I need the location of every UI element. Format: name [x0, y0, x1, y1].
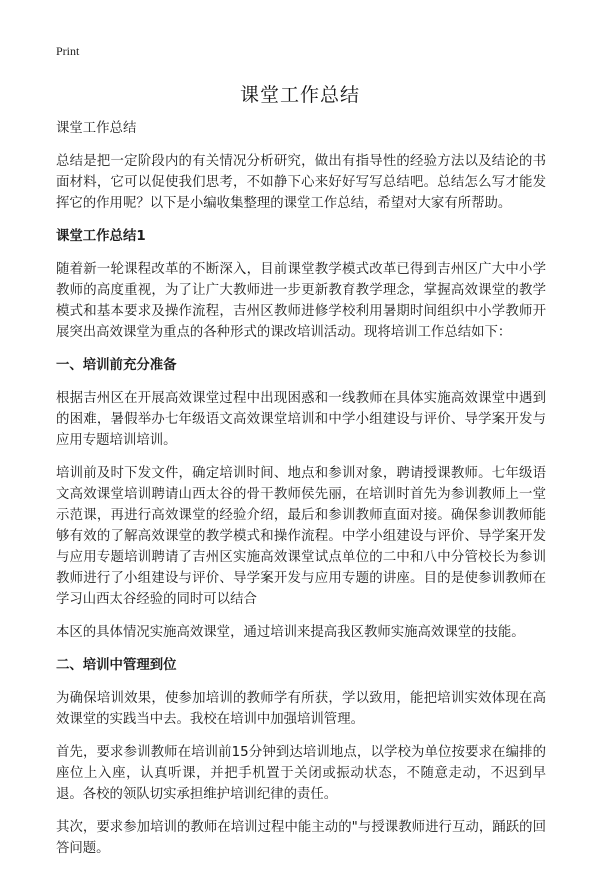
print-link[interactable]: Print	[56, 44, 80, 58]
article-body	[56, 118, 546, 871]
paragraph-1: 随着新一轮课程改革的不断深入，目前课堂教学模式改革已得到吉州区广大中小学教师的高度重视，为了让广大教师进一步更新教育教学理念，掌握高效课堂的教学模式和基本要求及操作流程，吉州区教师进修学校利用暑期时间组织中小学教师开展突出高效课堂为重点的各种形式的课改培训活动。现将培训工作总结如下：	[56, 262, 546, 340]
paragraph-7: 其次，要求参加培训的教师在培训过程中能主动的"与授课教师进行互动，踊跃的回答问题。	[56, 820, 546, 856]
paragraph-4: 本区的具体情况实施高效课堂，通过培训来提高我区教师实施高效课堂的技能。	[56, 625, 525, 640]
paragraph-3: 培训前及时下发文件，确定培训时间、地点和参训对象，聘请授课教师。七年级语文高效课堂培训聘请山西太谷的骨干教师侯先丽，在培训时首先为参训教师上一堂示范课，再进行高效课堂的经验介绍，最后和参训教师直面对接。确保参训教师能够有效的了解高效课堂的教学模式和操作流程。中学小组建设与评价、导学案开发与应用专题培训聘请了吉州区实施高效课堂试点单位的二中和八中分管校长为参训教师进行了小组建设与评价、导学案开发与应用专题的讲座。目的是使参训教师在学习山西太谷经验的同时可以结合	[56, 466, 546, 607]
paragraph-2: 根据吉州区在开展高效课堂过程中出现困惑和一线教师在具体实施高效课堂中遇到的困难，暑假举办七年级语文高效课堂培训和中学小组建设与评价、导学案开发与应用专题培训培训。	[56, 391, 546, 448]
heading-preparation: 一、培训前充分准备	[56, 358, 177, 373]
page-title: 课堂工作总结	[239, 84, 360, 106]
article-subtitle: 课堂工作总结	[56, 121, 137, 136]
heading-management: 二、培训中管理到位	[56, 658, 177, 673]
paragraph-5: 为确保培训效果，使参加培训的教师学有所获，学以致用，能把培训实效体现在高效课堂的实践当中去。我校在培训中加强培训管理。	[56, 691, 546, 727]
intro-paragraph: 总结是把一定阶段内的有关情况分析研究，做出有指导性的经验方法以及结论的书面材料，它可以促使我们思考，不如静下心来好好写写总结吧。总结怎么写才能发挥它的作用呢？以下是小编收集整理的课堂工作总结，希望对大家有所帮助。	[56, 154, 546, 211]
paragraph-6: 首先，要求参训教师在培训前15分钟到达培训地点，以学校为单位按要求在编排的座位上入座，认真听课，并把手机置于关闭或振动状态，不随意走动，不迟到早退。各校的领队切实承担维护培训纪律的责任。	[56, 745, 546, 802]
section-title: 课堂工作总结1	[56, 229, 146, 244]
